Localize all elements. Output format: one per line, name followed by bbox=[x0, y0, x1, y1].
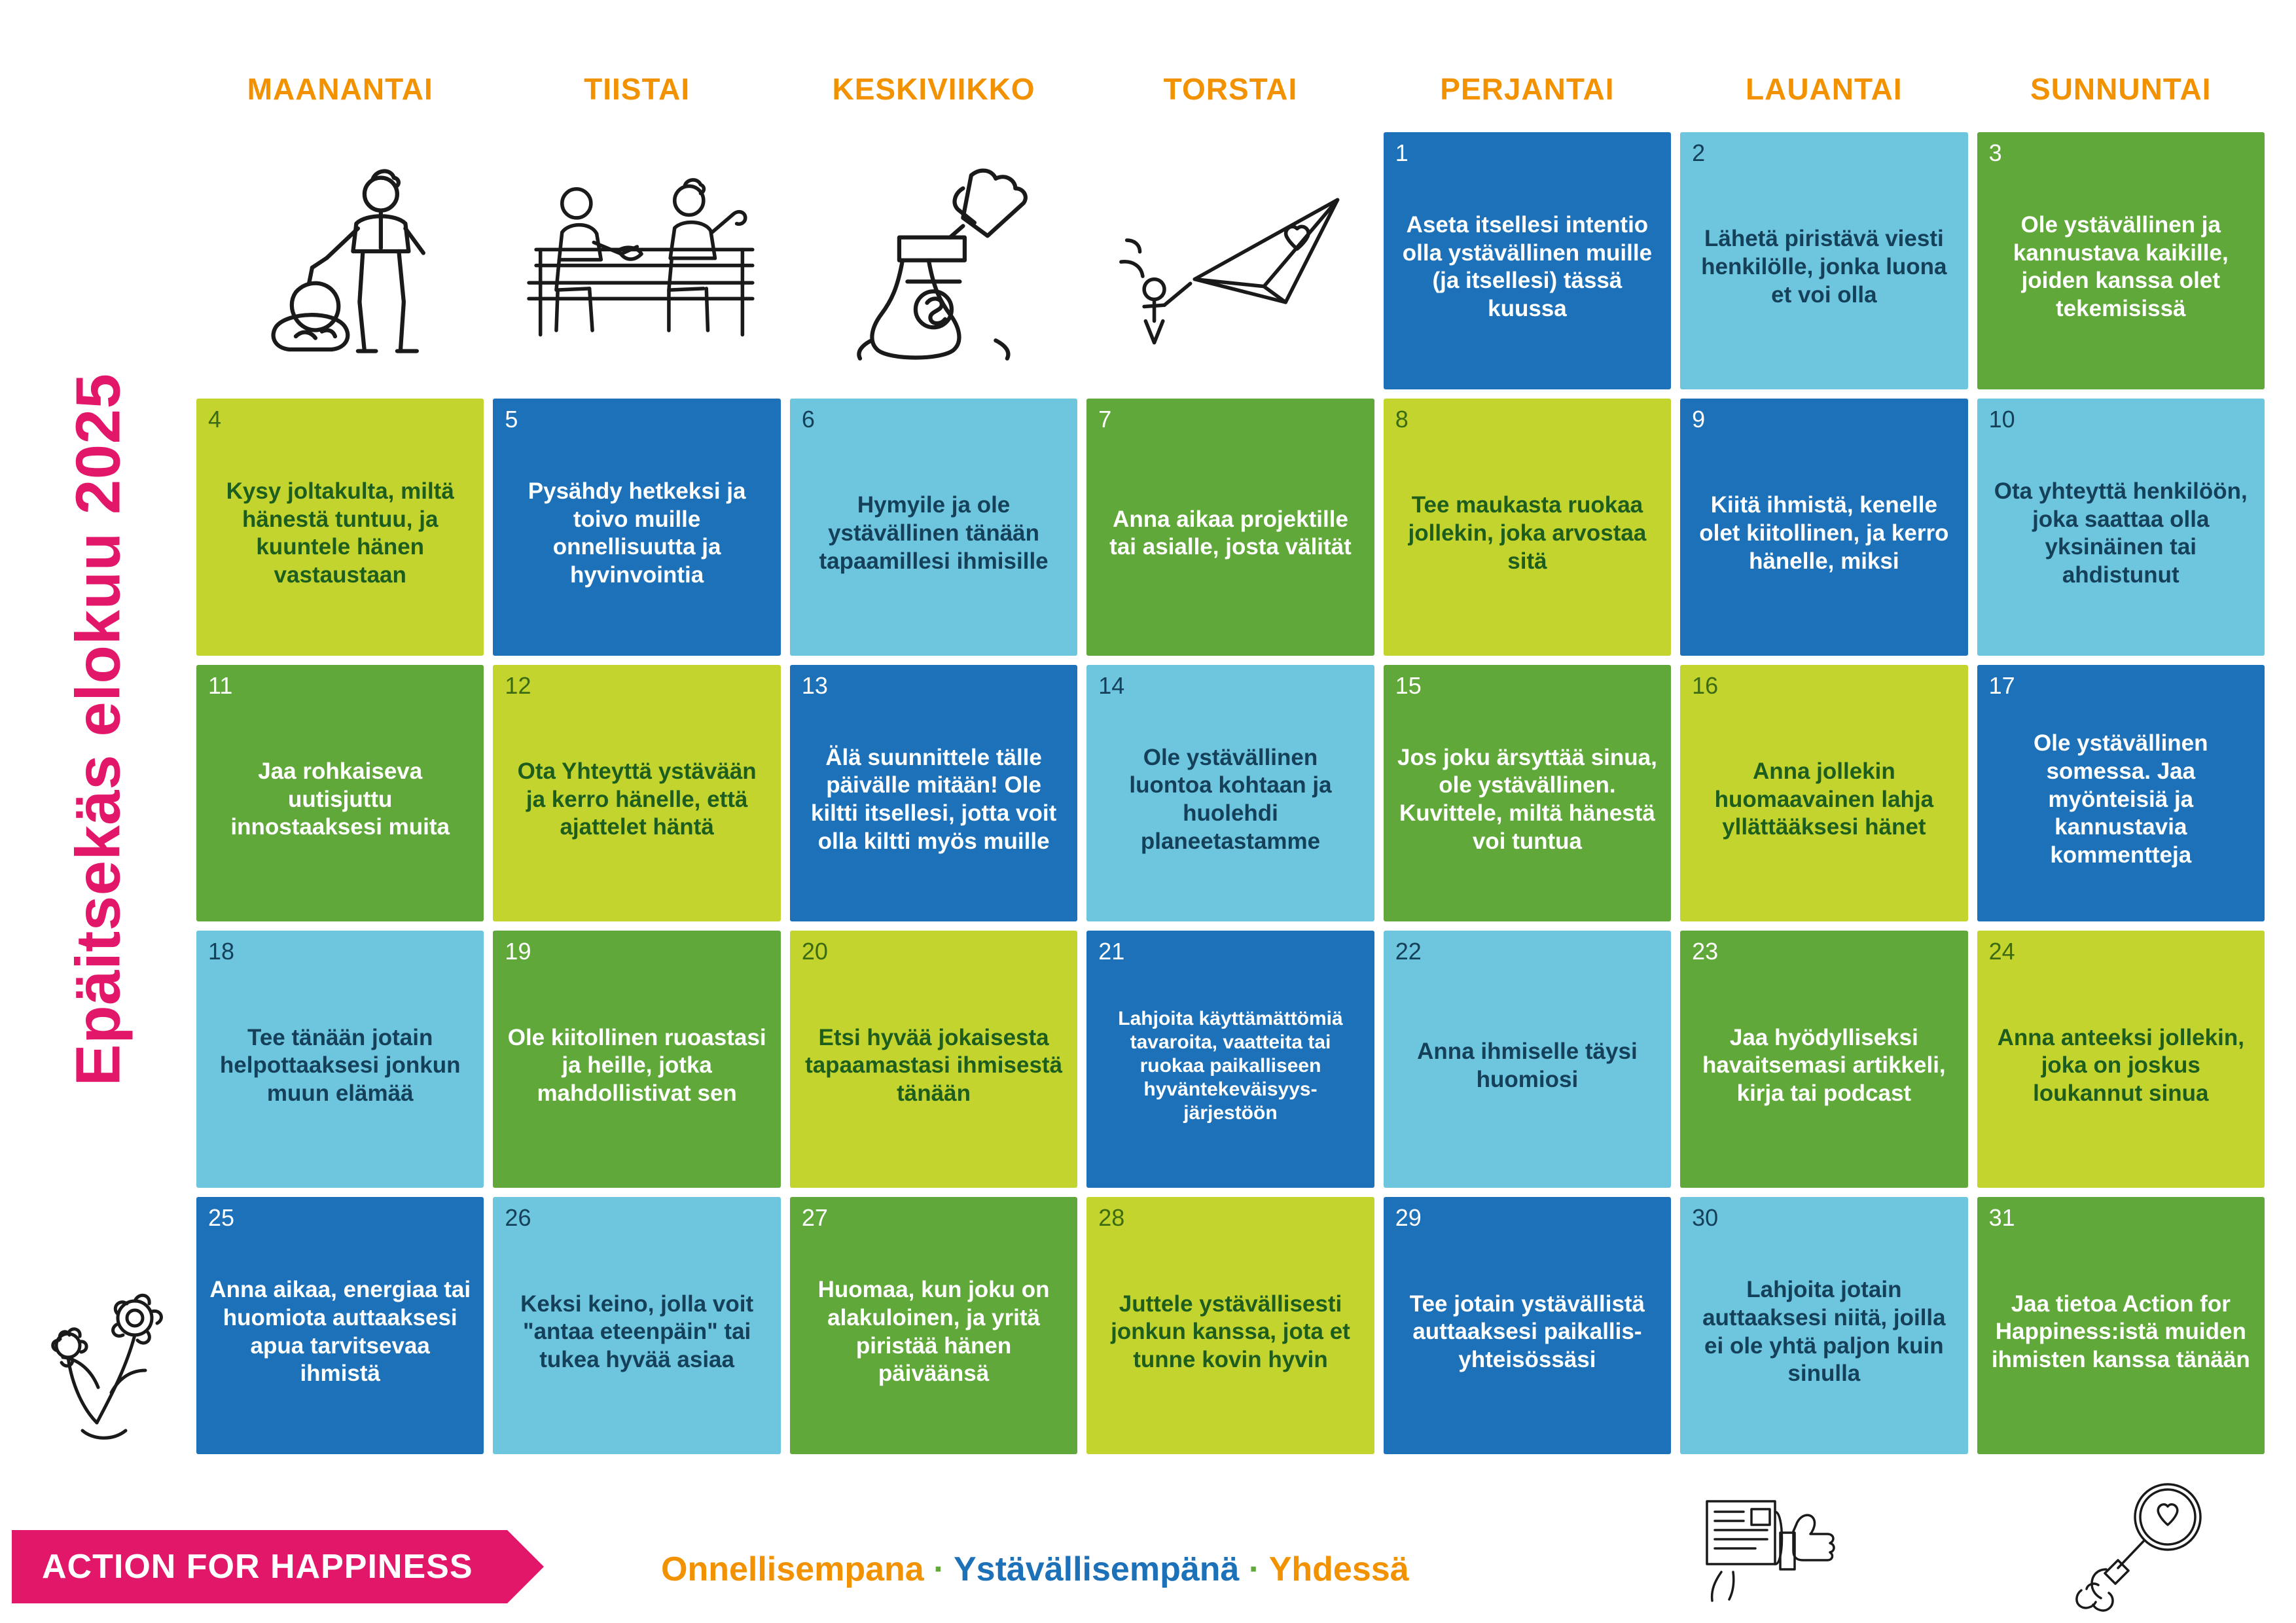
day-text-6: Hymyile ja ole ystävällinen tänään tapaamillesi ihmisille bbox=[819, 492, 1049, 574]
day-number-25: 25 bbox=[208, 1204, 235, 1232]
brand-banner bbox=[12, 1530, 507, 1603]
newspaper-thumbs-up-doodle bbox=[1695, 1486, 1852, 1610]
day-text-4: Kysy joltakulta, miltä hänestä tuntuu, ja kuuntele hänen vastaustaan bbox=[226, 478, 454, 588]
day-text-23: Jaa hyödylliseksi havaitsemasi artikkeli, kirja tai podcast bbox=[1702, 1024, 1946, 1107]
weekday-header-row bbox=[196, 63, 2265, 115]
tagline-part-1: Onnellisempana bbox=[661, 1550, 924, 1588]
day-text-17: Ole ystävällinen somessa. Jaa myönteisiä ja kannustavia kommentteja bbox=[2034, 730, 2208, 868]
day-number-31: 31 bbox=[1988, 1204, 2015, 1232]
day-number-30: 30 bbox=[1692, 1204, 1719, 1232]
day-number-28: 28 bbox=[1098, 1204, 1125, 1232]
day-cell-27[interactable] bbox=[790, 1197, 1077, 1454]
day-text-8: Tee maukasta ruokaa jollekin, joka arvostaa sitä bbox=[1408, 492, 1647, 574]
weekday-header-saturday: LAUANTAI bbox=[1746, 72, 1903, 106]
person-picking-litter-doodle bbox=[196, 132, 484, 389]
day-cell-12[interactable] bbox=[493, 665, 780, 922]
day-text-10: Ota yhteyttä henkilöön, joka saattaa olla yksinäinen tai ahdistunut bbox=[1994, 478, 2248, 588]
day-number-17: 17 bbox=[1988, 671, 2015, 699]
day-text-24: Anna anteeksi jollekin, joka on joskus loukannut sinua bbox=[1997, 1024, 2244, 1107]
day-number-24: 24 bbox=[1988, 938, 2015, 965]
weekday-header-friday: PERJANTAI bbox=[1440, 72, 1615, 106]
brand-label: ACTION FOR HAPPINESS bbox=[42, 1548, 473, 1586]
day-cell-10[interactable] bbox=[1977, 399, 2265, 656]
day-number-15: 15 bbox=[1395, 671, 1422, 699]
day-text-2: Lähetä piristävä viesti henkilölle, jonka luona et voi olla bbox=[1701, 226, 1947, 308]
day-cell-7[interactable] bbox=[1086, 399, 1374, 656]
hand-donating-to-jar-doodle bbox=[790, 132, 1077, 389]
day-cell-26[interactable] bbox=[493, 1197, 780, 1454]
day-number-23: 23 bbox=[1692, 938, 1719, 965]
day-cell-23[interactable] bbox=[1680, 931, 1967, 1188]
day-text-21: Lahjoita käyttämättömiä tavaroita, vaatteita tai ruokaa paikalliseen hyväntekeväisyys-järjestöön bbox=[1118, 1007, 1343, 1124]
footer bbox=[0, 1492, 2296, 1623]
tagline-part-2: Ystävällisempänä bbox=[953, 1550, 1240, 1588]
day-number-22: 22 bbox=[1395, 938, 1422, 965]
day-number-12: 12 bbox=[505, 671, 531, 699]
day-cell-20[interactable] bbox=[790, 931, 1077, 1188]
day-text-18: Tee tänään jotain helpottaaksesi jonkun muun elämää bbox=[219, 1024, 461, 1107]
day-number-4: 4 bbox=[208, 405, 222, 433]
day-number-26: 26 bbox=[505, 1204, 531, 1232]
day-number-19: 19 bbox=[505, 938, 531, 965]
day-cell-9[interactable] bbox=[1680, 399, 1967, 656]
day-text-22: Anna ihmiselle täysi huomiosi bbox=[1417, 1039, 1638, 1092]
tagline-part-3: Yhdessä bbox=[1268, 1550, 1409, 1588]
page-title-text: Epäitsekäs elokuu 2025 bbox=[63, 373, 133, 1086]
day-number-18: 18 bbox=[208, 938, 235, 965]
paper-plane-with-heart-doodle bbox=[1086, 132, 1374, 389]
two-people-on-bench-doodle bbox=[493, 132, 780, 389]
day-cell-8[interactable] bbox=[1384, 399, 1671, 656]
magnifier-heart-doodle bbox=[2055, 1476, 2225, 1614]
day-text-11: Jaa rohkaiseva uutisjuttu innostaaksesi muita bbox=[230, 758, 450, 840]
day-text-15: Jos joku ärsyttää sinua, ole ystävällinen. Kuvittele, miltä hänestä voi tuntua bbox=[1397, 744, 1657, 854]
day-cell-2[interactable] bbox=[1680, 132, 1967, 389]
day-text-29: Tee jotain ystävällistä auttaaksesi paikallis-yhteisössäsi bbox=[1409, 1291, 1645, 1372]
day-number-6: 6 bbox=[801, 405, 815, 433]
page-title bbox=[0, 0, 196, 1459]
day-cell-3[interactable] bbox=[1977, 132, 2265, 389]
day-cell-24[interactable] bbox=[1977, 931, 2265, 1188]
day-cell-15[interactable] bbox=[1384, 665, 1671, 922]
day-number-13: 13 bbox=[801, 671, 828, 699]
day-text-7: Anna aikaa projektille tai asialle, josta välität bbox=[1109, 506, 1352, 560]
day-number-27: 27 bbox=[801, 1204, 828, 1232]
day-text-14: Ole ystävällinen luontoa kohtaan ja huolehdi planeetastamme bbox=[1129, 744, 1332, 854]
day-number-20: 20 bbox=[801, 938, 828, 965]
day-cell-11[interactable] bbox=[196, 665, 484, 922]
day-cell-1[interactable] bbox=[1384, 132, 1671, 389]
day-number-9: 9 bbox=[1692, 405, 1706, 433]
day-number-8: 8 bbox=[1395, 405, 1408, 433]
day-text-30: Lahjoita jotain auttaaksesi niitä, joilla ei ole yhtä paljon kuin sinulla bbox=[1702, 1277, 1946, 1387]
calendar-grid-wrapper bbox=[196, 63, 2265, 1470]
day-text-19: Ole kiitollinen ruoastasi ja heille, jotka mahdollistivat sen bbox=[507, 1024, 766, 1107]
day-number-5: 5 bbox=[505, 405, 518, 433]
day-cell-31[interactable] bbox=[1977, 1197, 2265, 1454]
weekday-header-wednesday: KESKIVIIKKO bbox=[832, 72, 1035, 106]
weekday-header-thursday: TORSTAI bbox=[1163, 72, 1298, 106]
day-cell-4[interactable] bbox=[196, 399, 484, 656]
day-cell-17[interactable] bbox=[1977, 665, 2265, 922]
tagline-sep-1: · bbox=[924, 1550, 954, 1588]
tagline bbox=[661, 1550, 1409, 1589]
day-cell-30[interactable] bbox=[1680, 1197, 1967, 1454]
tagline-sep-2: · bbox=[1239, 1550, 1269, 1588]
day-number-11: 11 bbox=[208, 671, 233, 699]
day-text-25: Anna aikaa, energiaa tai huomiota auttaaksesi apua tarvitsevaa ihmistä bbox=[209, 1277, 471, 1387]
day-number-7: 7 bbox=[1098, 405, 1112, 433]
weekday-header-monday: MAANANTAI bbox=[247, 72, 433, 106]
day-cell-16[interactable] bbox=[1680, 665, 1967, 922]
day-cell-6[interactable] bbox=[790, 399, 1077, 656]
day-cell-13[interactable] bbox=[790, 665, 1077, 922]
day-text-12: Ota Yhteyttä ystävään ja kerro hänelle, että ajattelet häntä bbox=[517, 758, 757, 840]
day-number-3: 3 bbox=[1988, 139, 2002, 166]
day-cell-22[interactable] bbox=[1384, 931, 1671, 1188]
day-text-28: Juttele ystävällisesti jonkun kanssa, jota et tunne kovin hyvin bbox=[1111, 1291, 1350, 1372]
weekday-header-sunday: SUNNUNTAI bbox=[2030, 72, 2212, 106]
weekday-header-tuesday: TIISTAI bbox=[584, 72, 691, 106]
day-text-3: Ole ystävällinen ja kannustava kaikille, joiden kanssa olet tekemisissä bbox=[2013, 212, 2229, 322]
day-cell-21[interactable] bbox=[1086, 931, 1374, 1188]
day-cell-19[interactable] bbox=[493, 931, 780, 1188]
day-number-10: 10 bbox=[1988, 405, 2015, 433]
day-text-9: Kiitä ihmistä, kenelle olet kiitollinen, ja kerro hänelle, miksi bbox=[1699, 492, 1949, 574]
day-text-5: Pysähdy hetkeksi ja toivo muille onnellisuutta ja hyvinvointia bbox=[528, 478, 746, 588]
flowers-bouquet-doodle bbox=[20, 1283, 190, 1459]
day-text-31: Jaa tietoa Action for Happiness:istä muiden ihmisten kanssa tänään bbox=[1991, 1291, 2250, 1372]
day-text-20: Etsi hyvää jokaisesta tapaamastasi ihmisestä tänään bbox=[805, 1024, 1063, 1107]
day-number-2: 2 bbox=[1692, 139, 1706, 166]
day-cell-14[interactable] bbox=[1086, 665, 1374, 922]
day-cell-18[interactable] bbox=[196, 931, 484, 1188]
day-cell-25[interactable] bbox=[196, 1197, 484, 1454]
calendar-grid bbox=[196, 132, 2265, 1454]
day-number-1: 1 bbox=[1395, 139, 1408, 166]
day-cell-29[interactable] bbox=[1384, 1197, 1671, 1454]
day-cell-28[interactable] bbox=[1086, 1197, 1374, 1454]
day-text-1: Aseta itsellesi intentio olla ystävällinen muille (ja itsellesi) tässä kuussa bbox=[1402, 212, 1653, 322]
day-number-16: 16 bbox=[1692, 671, 1719, 699]
day-text-16: Anna jollekin huomaavainen lahja yllättääksesi hänet bbox=[1714, 758, 1934, 840]
day-cell-5[interactable] bbox=[493, 399, 780, 656]
day-text-26: Keksi keino, jolla voit "antaa eteenpäin" tai tukea hyvää asiaa bbox=[520, 1291, 754, 1372]
day-number-29: 29 bbox=[1395, 1204, 1422, 1232]
day-text-13: Älä suunnittele tälle päivälle mitään! Ole kiltti itsellesi, jotta voit olla kiltti myös muille bbox=[810, 744, 1057, 854]
day-text-27: Huomaa, kun joku on alakuloinen, ja yritä piristää hänen päiväänsä bbox=[817, 1277, 1050, 1387]
day-number-14: 14 bbox=[1098, 671, 1125, 699]
day-number-21: 21 bbox=[1098, 938, 1125, 965]
